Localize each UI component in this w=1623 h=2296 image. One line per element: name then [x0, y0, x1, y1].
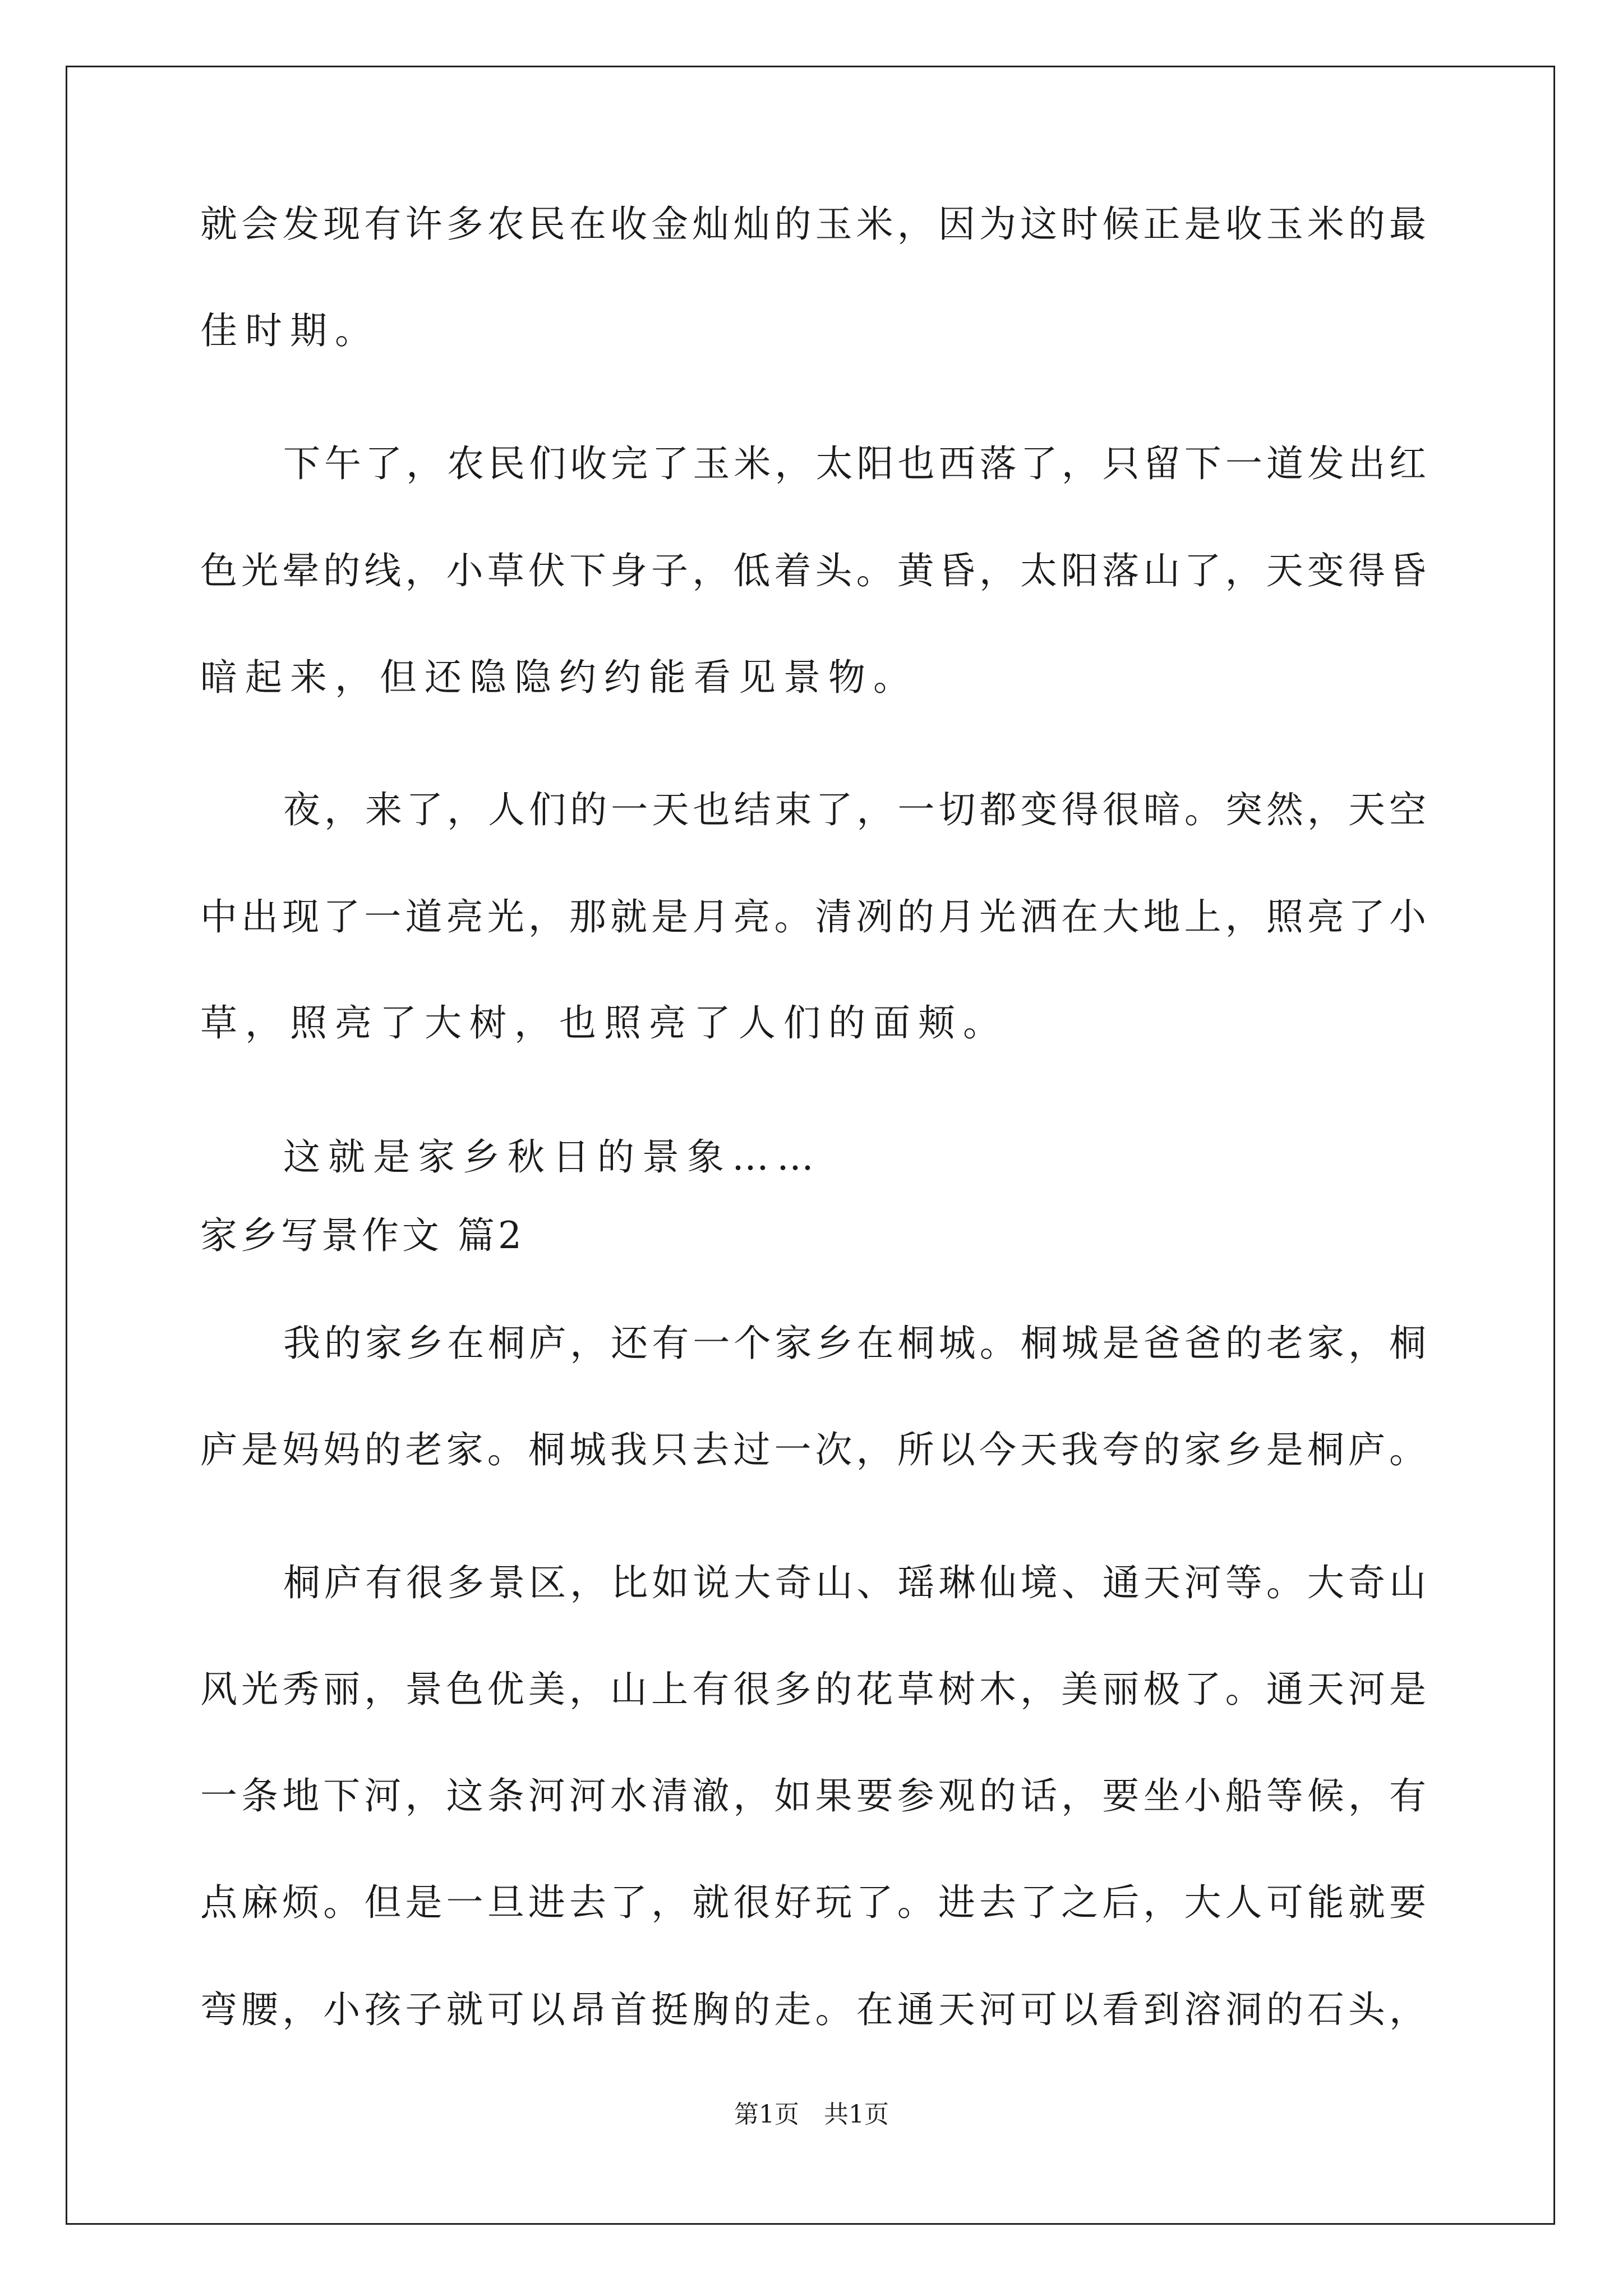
section-heading: 家乡写景作文 篇2 [200, 1214, 525, 1257]
text-line: 一条地下河，这条河河水清澈，如果要参观的话，要坐小船等候，有 [200, 1774, 1426, 1818]
page-footer [0, 2098, 1623, 2132]
text-line: 中出现了一道亮光，那就是月亮。清冽的月光洒在大地上，照亮了小 [200, 895, 1426, 938]
text-line: 弯腰，小孩子就可以昂首挺胸的走。在通天河可以看到溶洞的石头， [200, 1988, 1426, 2031]
page-number: 第1页 [734, 2100, 799, 2129]
text-line: 庐是妈妈的老家。桐城我只去过一次，所以今天我夸的家乡是桐庐。 [200, 1428, 1426, 1471]
text-line: 风光秀丽，景色优美，山上有很多的花草树木，美丽极了。通天河是 [200, 1668, 1426, 1711]
text-line: 下午了，农民们收完了玉米，太阳也西落了，只留下一道发出红 [283, 442, 1426, 485]
text-line: 桐庐有很多景区，比如说大奇山、瑶琳仙境、通天河等。大奇山 [283, 1561, 1426, 1604]
text-line: 夜，来了，人们的一天也结束了，一切都变得很暗。突然，天空 [283, 788, 1426, 831]
text-line: 暗起来，但还隐隐约约能看见景物。 [200, 656, 918, 699]
text-line: 点麻烦。但是一旦进去了，就很好玩了。进去了之后，大人可能就要 [200, 1881, 1426, 1924]
text-line: 就会发现有许多农民在收金灿灿的玉米，因为这时候正是收玉米的最 [200, 203, 1426, 246]
page-total: 共1页 [824, 2100, 889, 2129]
text-line: 草，照亮了大树，也照亮了人们的面颊。 [200, 1001, 1008, 1045]
text-line: 佳时期。 [200, 309, 380, 352]
text-line: 这就是家乡秋日的景象…… [283, 1135, 822, 1179]
text-line: 我的家乡在桐庐，还有一个家乡在桐城。桐城是爸爸的老家，桐 [283, 1322, 1426, 1365]
text-line: 色光晕的线，小草伏下身子，低着头。黄昏，太阳落山了，天变得昏 [200, 549, 1426, 592]
